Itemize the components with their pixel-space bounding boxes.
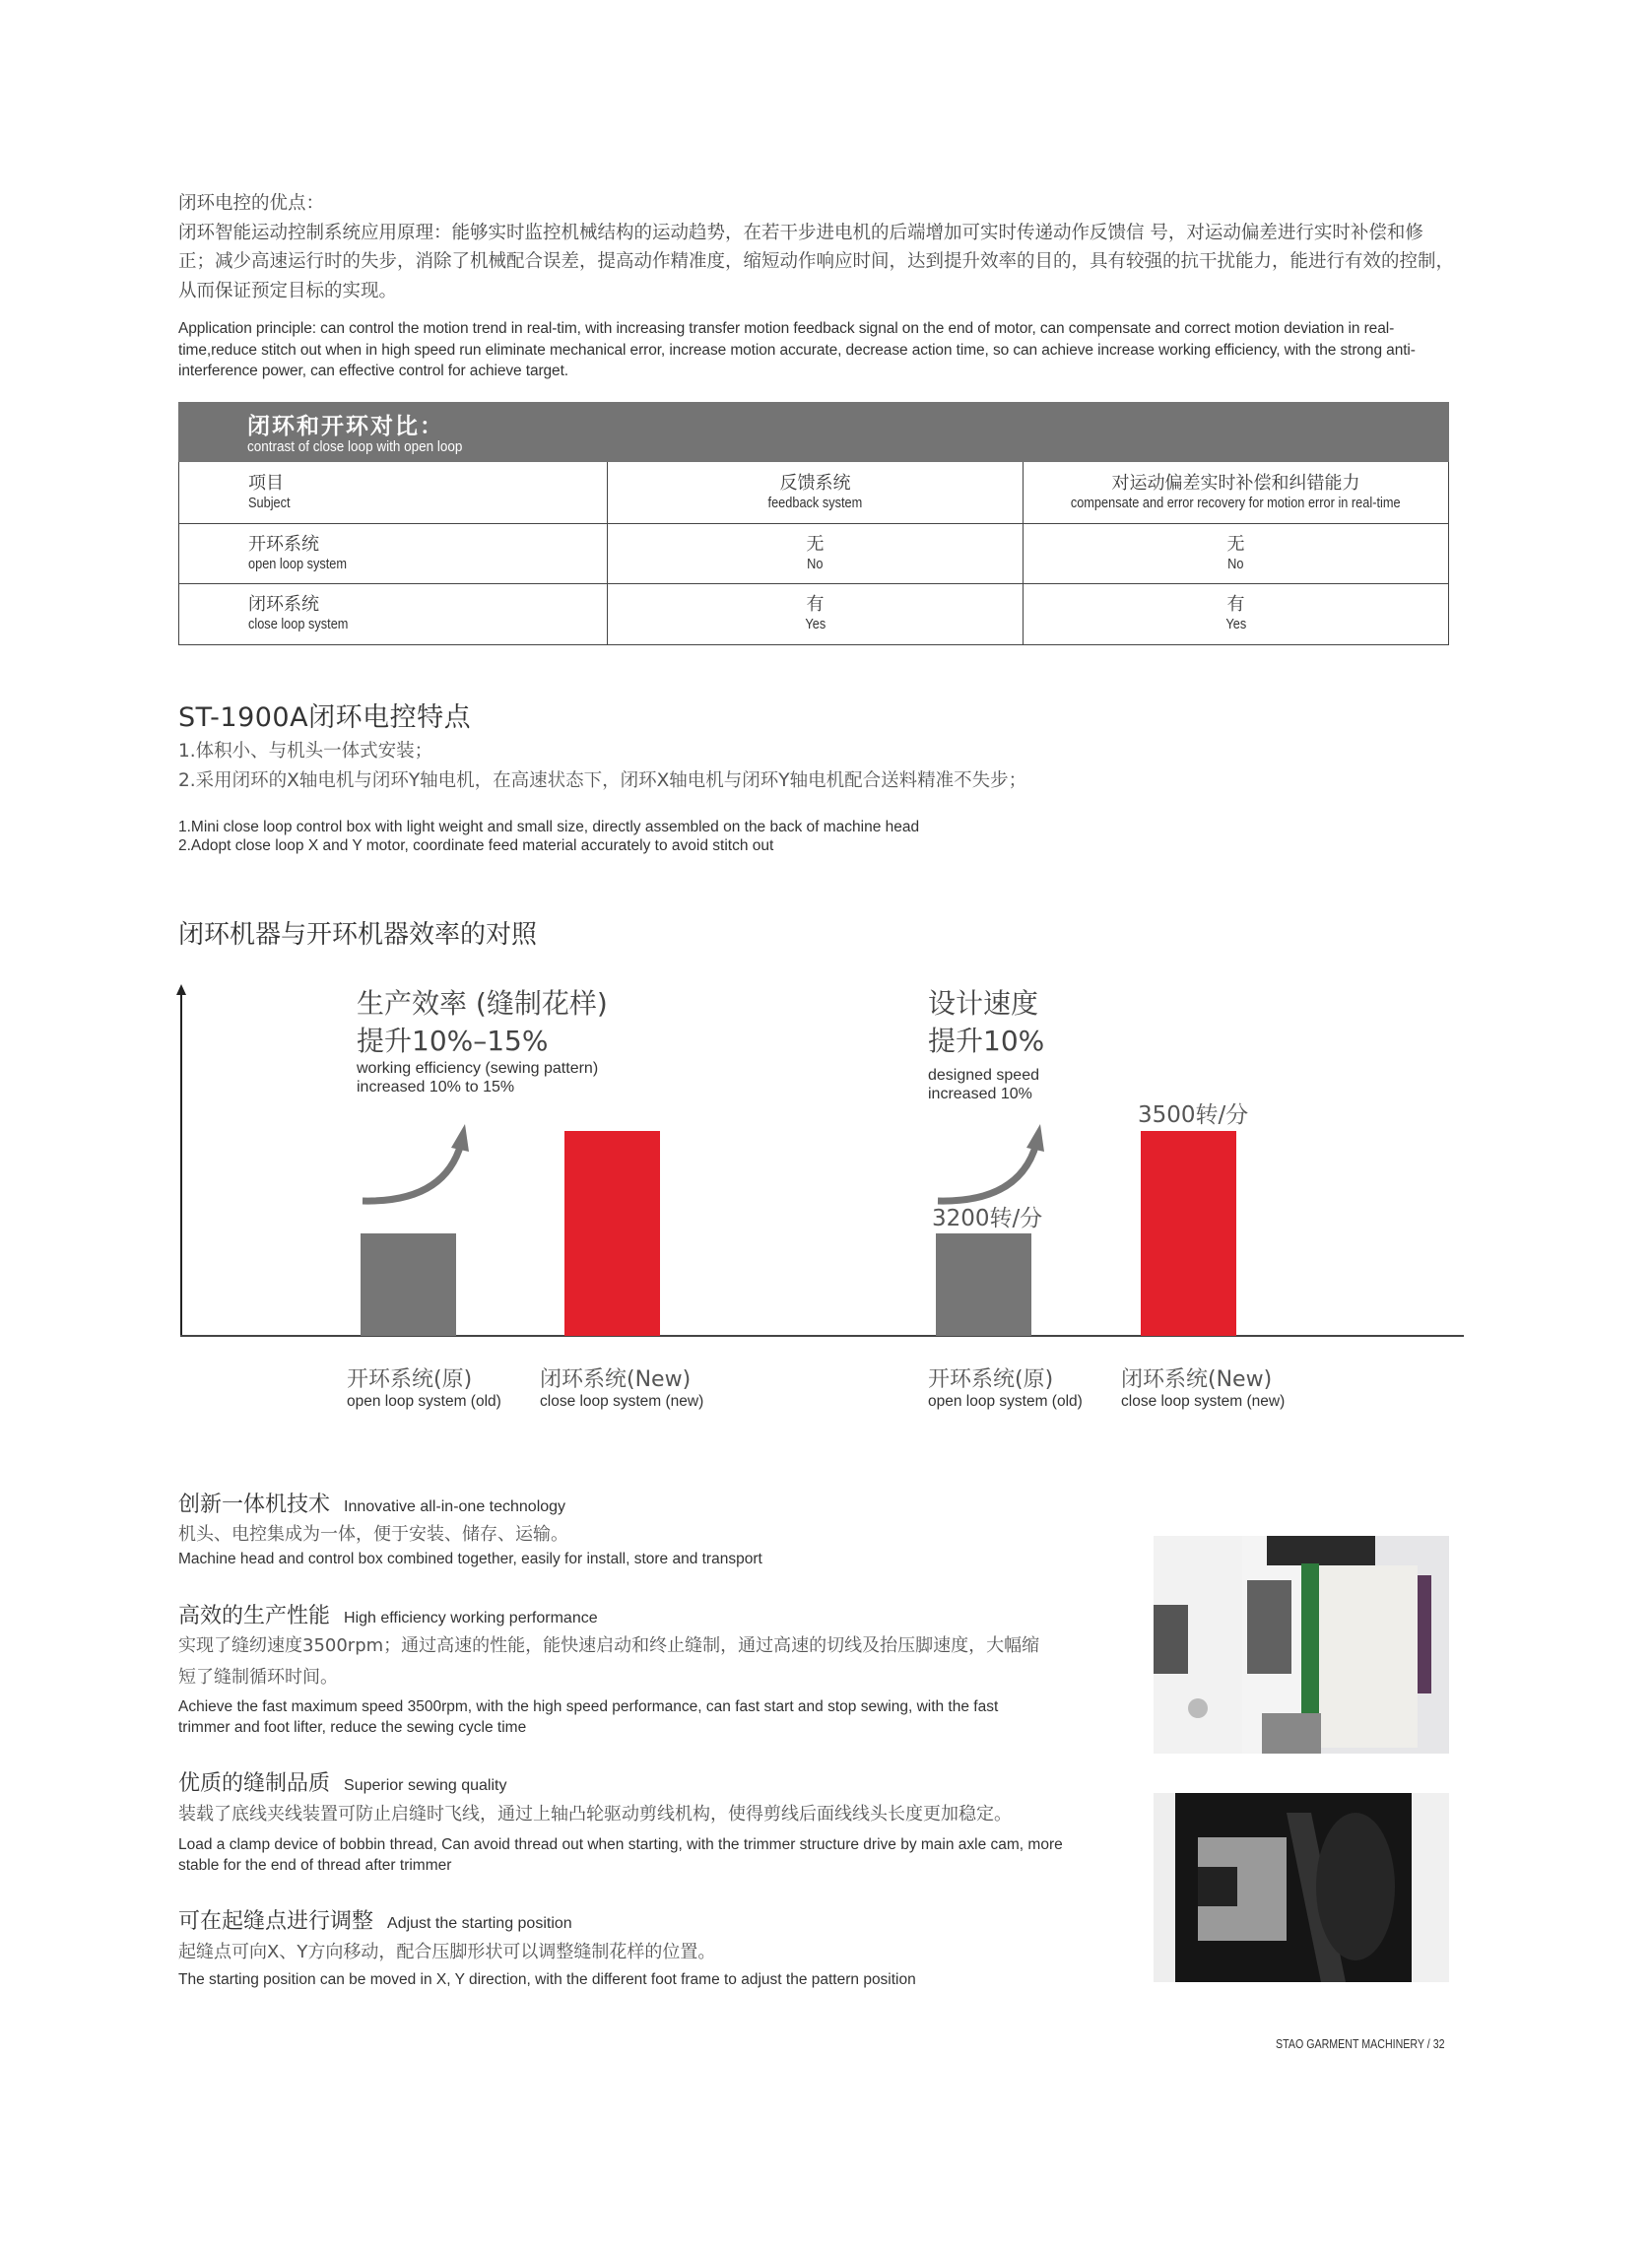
column-header: 项目 Subject <box>248 472 291 511</box>
annotation-en: designed speed increased 10% <box>928 1067 1039 1102</box>
table-cell: 有 Yes <box>1023 584 1448 644</box>
category-label: 闭环系统(New) close loop system (new) <box>1121 1367 1286 1410</box>
section-body-cn: 实现了缝纫速度3500rpm；通过高速的性能，能快速启动和终止缝制，通过高速的切线及抬压脚速度，大幅缩短了缝制循环时间。 <box>178 1635 1040 1688</box>
section-body-en: Load a clamp device of bobbin thread, Can avoid thread out when starting, with the trimmer structure drive by main axle cam, more stable for the end of thread after trimmer <box>178 1836 1063 1874</box>
section-body-cn: 机头、电控集成为一体，便于安装、储存、运输。 <box>178 1524 568 1545</box>
section-title: 创新一体机技术 Innovative all-in-one technology <box>178 1493 566 1517</box>
growth-arrowhead-icon <box>451 1124 469 1152</box>
comparison-title-cn: 闭环和开环对比： <box>247 414 444 439</box>
table-cell: 有 Yes <box>607 584 1023 644</box>
table-cell: 开环系统 open loop system <box>248 533 348 572</box>
comparison-table-header <box>178 402 1449 462</box>
growth-arrow-icon <box>363 1144 461 1201</box>
control-box-photo <box>1154 1536 1449 1754</box>
section-body-en: Achieve the fast maximum speed 3500rpm, with the high speed performance, can fast start and stop sewing, with the fast trimmer and foot lifter, reduce the sewing cycle time <box>178 1698 999 1736</box>
comparison-title-en: contrast of close loop with open loop <box>247 438 463 455</box>
section-title: 高效的生产性能 High efficiency working performance <box>178 1604 598 1628</box>
table-row <box>179 583 1448 644</box>
bar-old-system <box>936 1233 1031 1336</box>
value-label: 3200转/分 <box>932 1206 1043 1231</box>
feature-item-cn: 1.体积小、与机头一体式安装； <box>178 741 433 762</box>
growth-arrow-icon <box>938 1144 1036 1201</box>
features-title: ST-1900A闭环电控特点 <box>178 702 472 733</box>
category-label: 开环系统(原) open loop system (old) <box>928 1367 1083 1410</box>
y-axis-arrow-icon <box>176 984 186 995</box>
table-cell: 无 No <box>1023 524 1448 584</box>
chart-title: 闭环机器与开环机器效率的对照 <box>178 920 538 950</box>
intro-heading: 闭环电控的优点： <box>178 193 325 214</box>
category-label: 闭环系统(New) close loop system (new) <box>540 1367 704 1410</box>
intro-chinese <box>178 189 1459 305</box>
section-body-en: The starting position can be moved in X, Y direction, with the different foot frame to adjust the pattern position <box>178 1971 916 1988</box>
column-header: 反馈系统 feedback system <box>607 462 1023 523</box>
intro-body-cn: 闭环智能运动控制系统应用原理：能够实时监控机械结构的运动趋势，在若干步进电机的后端增加可实时传递动作反馈信 号，对运动偏差进行实时补偿和修正；减少高速运行时的失步，消除了机械配合误差，提高动作精准度，缩短动作响应时间，达到提升效率的目的，具有较强的抗干扰能力，能进行有效的控制，从而保证预定目标的实现。 <box>178 222 1455 301</box>
annotation-cn: 生产效率 (缝制花样) 提升10%–15% <box>357 987 608 1057</box>
annotation-en: working efficiency (sewing pattern) increased 10% to 15% <box>357 1060 599 1095</box>
feature-item-cn: 2.采用闭环的X轴电机与闭环Y轴电机，在高速状态下，闭环X轴电机与闭环Y轴电机配合送料精准不失步； <box>178 770 1027 791</box>
section-title: 可在起缝点进行调整 Adjust the starting position <box>178 1909 572 1934</box>
growth-arrowhead-icon <box>1026 1124 1044 1152</box>
section-body-cn: 装载了底线夹线装置可防止启缝时飞线，通过上轴凸轮驱动剪线机构，使得剪线后面线线头长度更加稳定。 <box>178 1804 1012 1825</box>
section-body-en: Machine head and control box combined together, easily for install, store and transport <box>178 1551 762 1567</box>
table-header-row <box>179 462 1448 523</box>
category-label: 开环系统(原) open loop system (old) <box>347 1367 501 1410</box>
main-axle-cam-photo <box>1154 1793 1449 1982</box>
column-header: 对运动偏差实时补偿和纠错能力 compensate and error recovery for motion error in real-time <box>1023 462 1448 523</box>
section-title: 优质的缝制品质 Superior sewing quality <box>178 1771 507 1796</box>
table-cell: 无 No <box>607 524 1023 584</box>
bar-new-system <box>564 1131 660 1336</box>
feature-item-en: 1.Mini close loop control box with light weight and small size, directly assembled on the back of machine head <box>178 819 920 835</box>
comparison-table <box>178 462 1449 645</box>
intro-body-en: Application principle: can control the motion trend in real-tim, with increasing transfer motion feedback signal on the end of motor, can compensate and correct motion deviation in real-time,reduce stitch out when in high speed run eliminate mechanical error, increase motion accurate, decrease action time, so can achieve increase working efficiency, with the strong anti-interference power, can effective control for achieve target. <box>178 320 1416 379</box>
bar-old-system <box>361 1233 456 1336</box>
table-row <box>179 523 1448 584</box>
section-body-cn: 起缝点可向X、Y方向移动，配合压脚形状可以调整缝制花样的位置。 <box>178 1942 716 1962</box>
page-footer: STAO GARMENT MACHINERY / 32 <box>1276 2036 1445 2051</box>
annotation-cn: 设计速度 提升10% <box>928 987 1045 1057</box>
feature-item-en: 2.Adopt close loop X and Y motor, coordinate feed material accurately to avoid stitch out <box>178 837 774 854</box>
table-cell: 闭环系统 close loop system <box>248 594 349 633</box>
bar-new-system <box>1141 1131 1236 1336</box>
value-label: 3500转/分 <box>1138 1102 1249 1128</box>
